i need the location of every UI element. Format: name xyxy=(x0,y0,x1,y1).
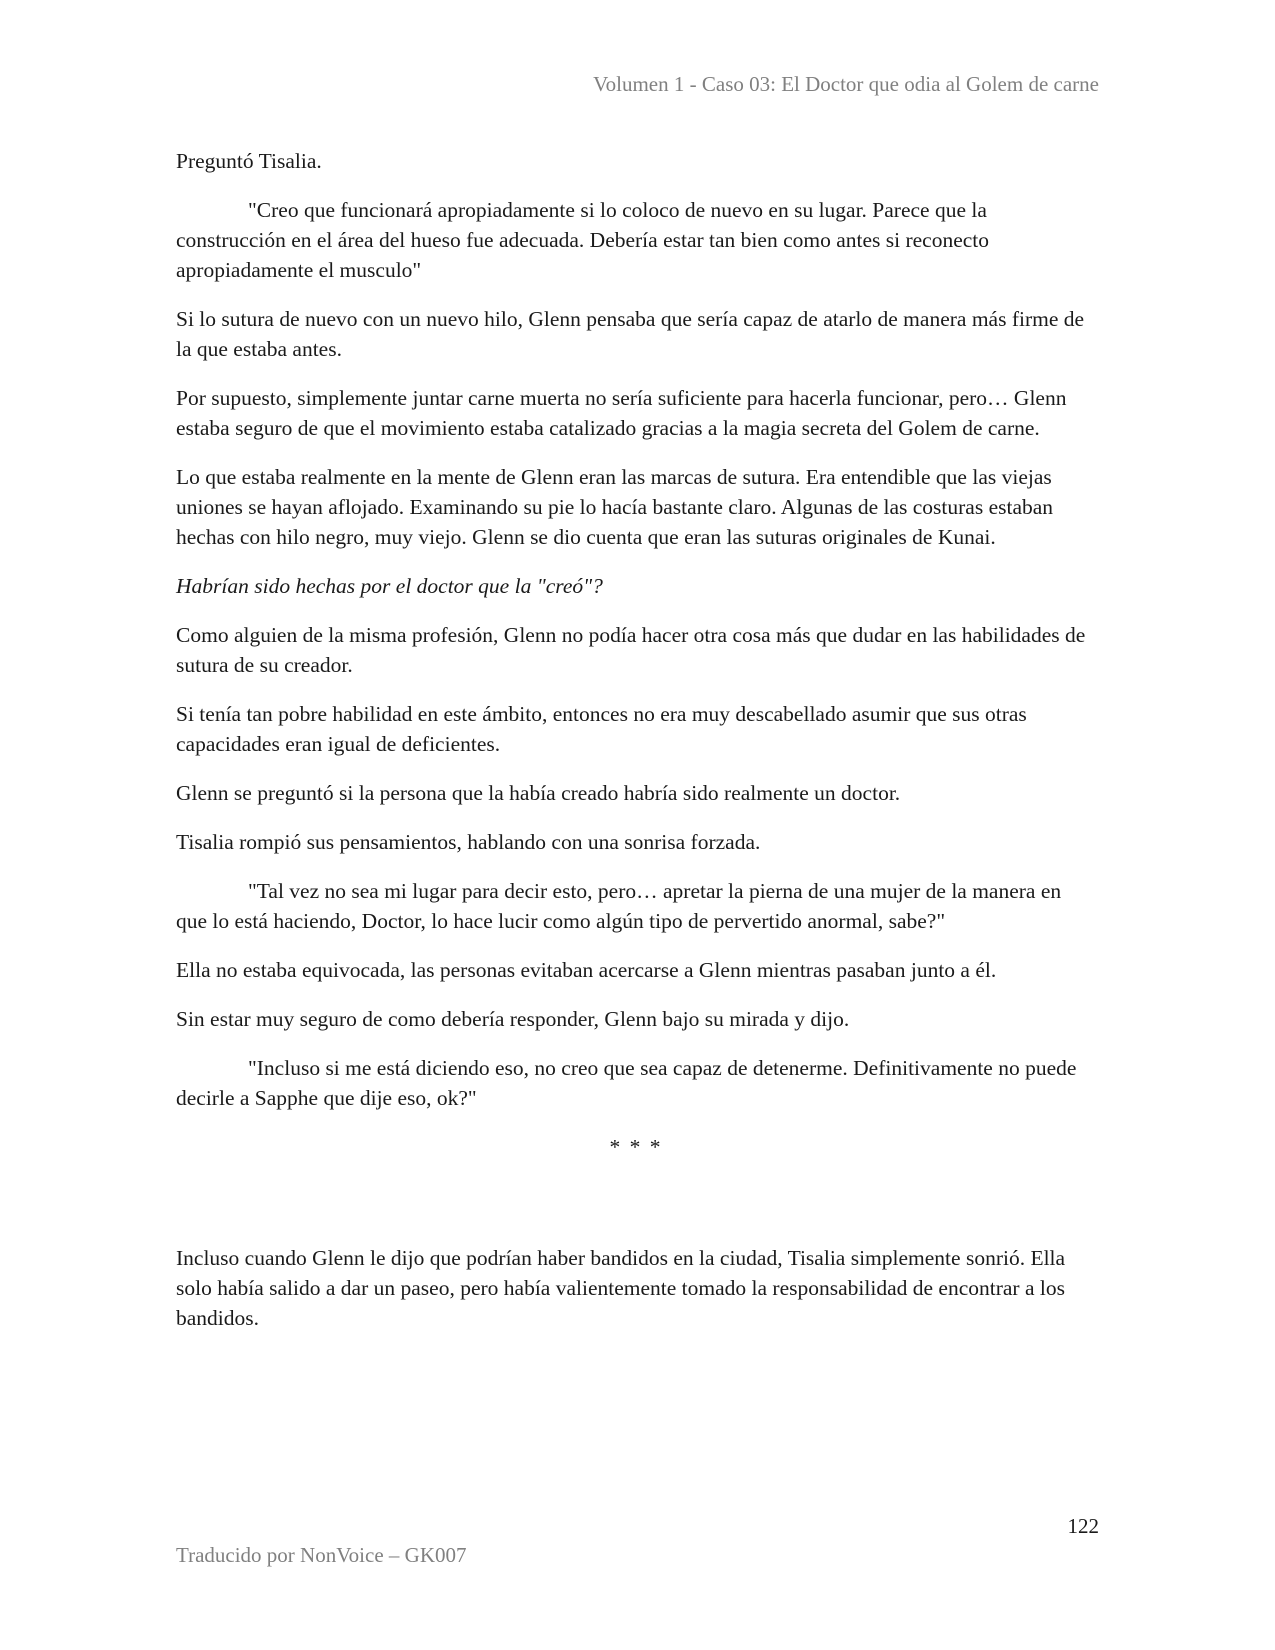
paragraph: Como alguien de la misma profesión, Glenn no podía hacer otra cosa más que dudar en las habilidades de sutura de su creador. xyxy=(176,623,1086,677)
dialogue-paragraph: "Incluso si me está diciendo eso, no creo que sea capaz de detenerme. Definitivamente no puede decirle a Sapphe que dije eso, ok?" xyxy=(176,1056,1077,1110)
paragraph: Lo que estaba realmente en la mente de Glenn eran las marcas de sutura. Era entendible que las viejas uniones se hayan aflojado. Examinando su pie lo hacía bastante claro. Algunas de las costuras estaban hechas con hilo negro, muy viejo. Glenn se dio cuenta que eran las suturas originales de Kunai. xyxy=(176,465,1054,549)
paragraph: Por supuesto, simplemente juntar carne muerta no sería suficiente para hacerla funcionar, pero… Glenn estaba seguro de que el movimiento estaba catalizado gracias a la magia secreta del Golem de carne. xyxy=(176,386,1067,440)
paragraph: Sin estar muy seguro de como debería responder, Glenn bajo su mirada y dijo. xyxy=(176,1007,850,1031)
paragraph: Ella no estaba equivocada, las personas evitaban acercarse a Glenn mientras pasaban junto a él. xyxy=(176,958,997,982)
paragraph: Glenn se preguntó si la persona que la había creado habría sido realmente un doctor. xyxy=(176,781,901,805)
paragraph: Si tenía tan pobre habilidad en este ámbito, entonces no era muy descabellado asumir que sus otras capacidades eran igual de deficientes. xyxy=(176,702,1027,756)
paragraph: Preguntó Tisalia. xyxy=(176,149,322,173)
translator-credit: Traducido por NonVoice – GK007 xyxy=(176,1543,467,1567)
page-number: 122 xyxy=(1067,1514,1099,1538)
dialogue-paragraph: "Creo que funcionará apropiadamente si lo coloco de nuevo en su lugar. Parece que la construcción en el área del hueso fue adecuada. Debería estar tan bien como antes si reconecto apropiadamente el musculo" xyxy=(176,198,990,282)
dialogue-paragraph: "Tal vez no sea mi lugar para decir esto, pero… apretar la pierna de una mujer de la manera en que lo está haciendo, Doctor, lo hace lucir como algún tipo de pervertido anormal, sabe?" xyxy=(176,879,1062,933)
paragraph: Tisalia rompió sus pensamientos, hablando con una sonrisa forzada. xyxy=(176,830,761,854)
scene-break: * * * xyxy=(609,1135,663,1159)
paragraph: Incluso cuando Glenn le dijo que podrían haber bandidos en la ciudad, Tisalia simplemente sonrió. Ella solo había salido a dar un paseo, pero había valientemente tomado la responsabilidad de encontrar a los bandidos. xyxy=(176,1246,1066,1330)
running-header: Volumen 1 - Caso 03: El Doctor que odia al Golem de carne xyxy=(593,72,1099,96)
paragraph: Si lo sutura de nuevo con un nuevo hilo, Glenn pensaba que sería capaz de atarlo de manera más firme de la que estaba antes. xyxy=(176,307,1085,361)
scene-gap xyxy=(176,1181,1096,1243)
italic-thought-paragraph: Habrían sido hechas por el doctor que la "creó"? xyxy=(176,574,603,598)
body-text xyxy=(176,146,1096,1352)
